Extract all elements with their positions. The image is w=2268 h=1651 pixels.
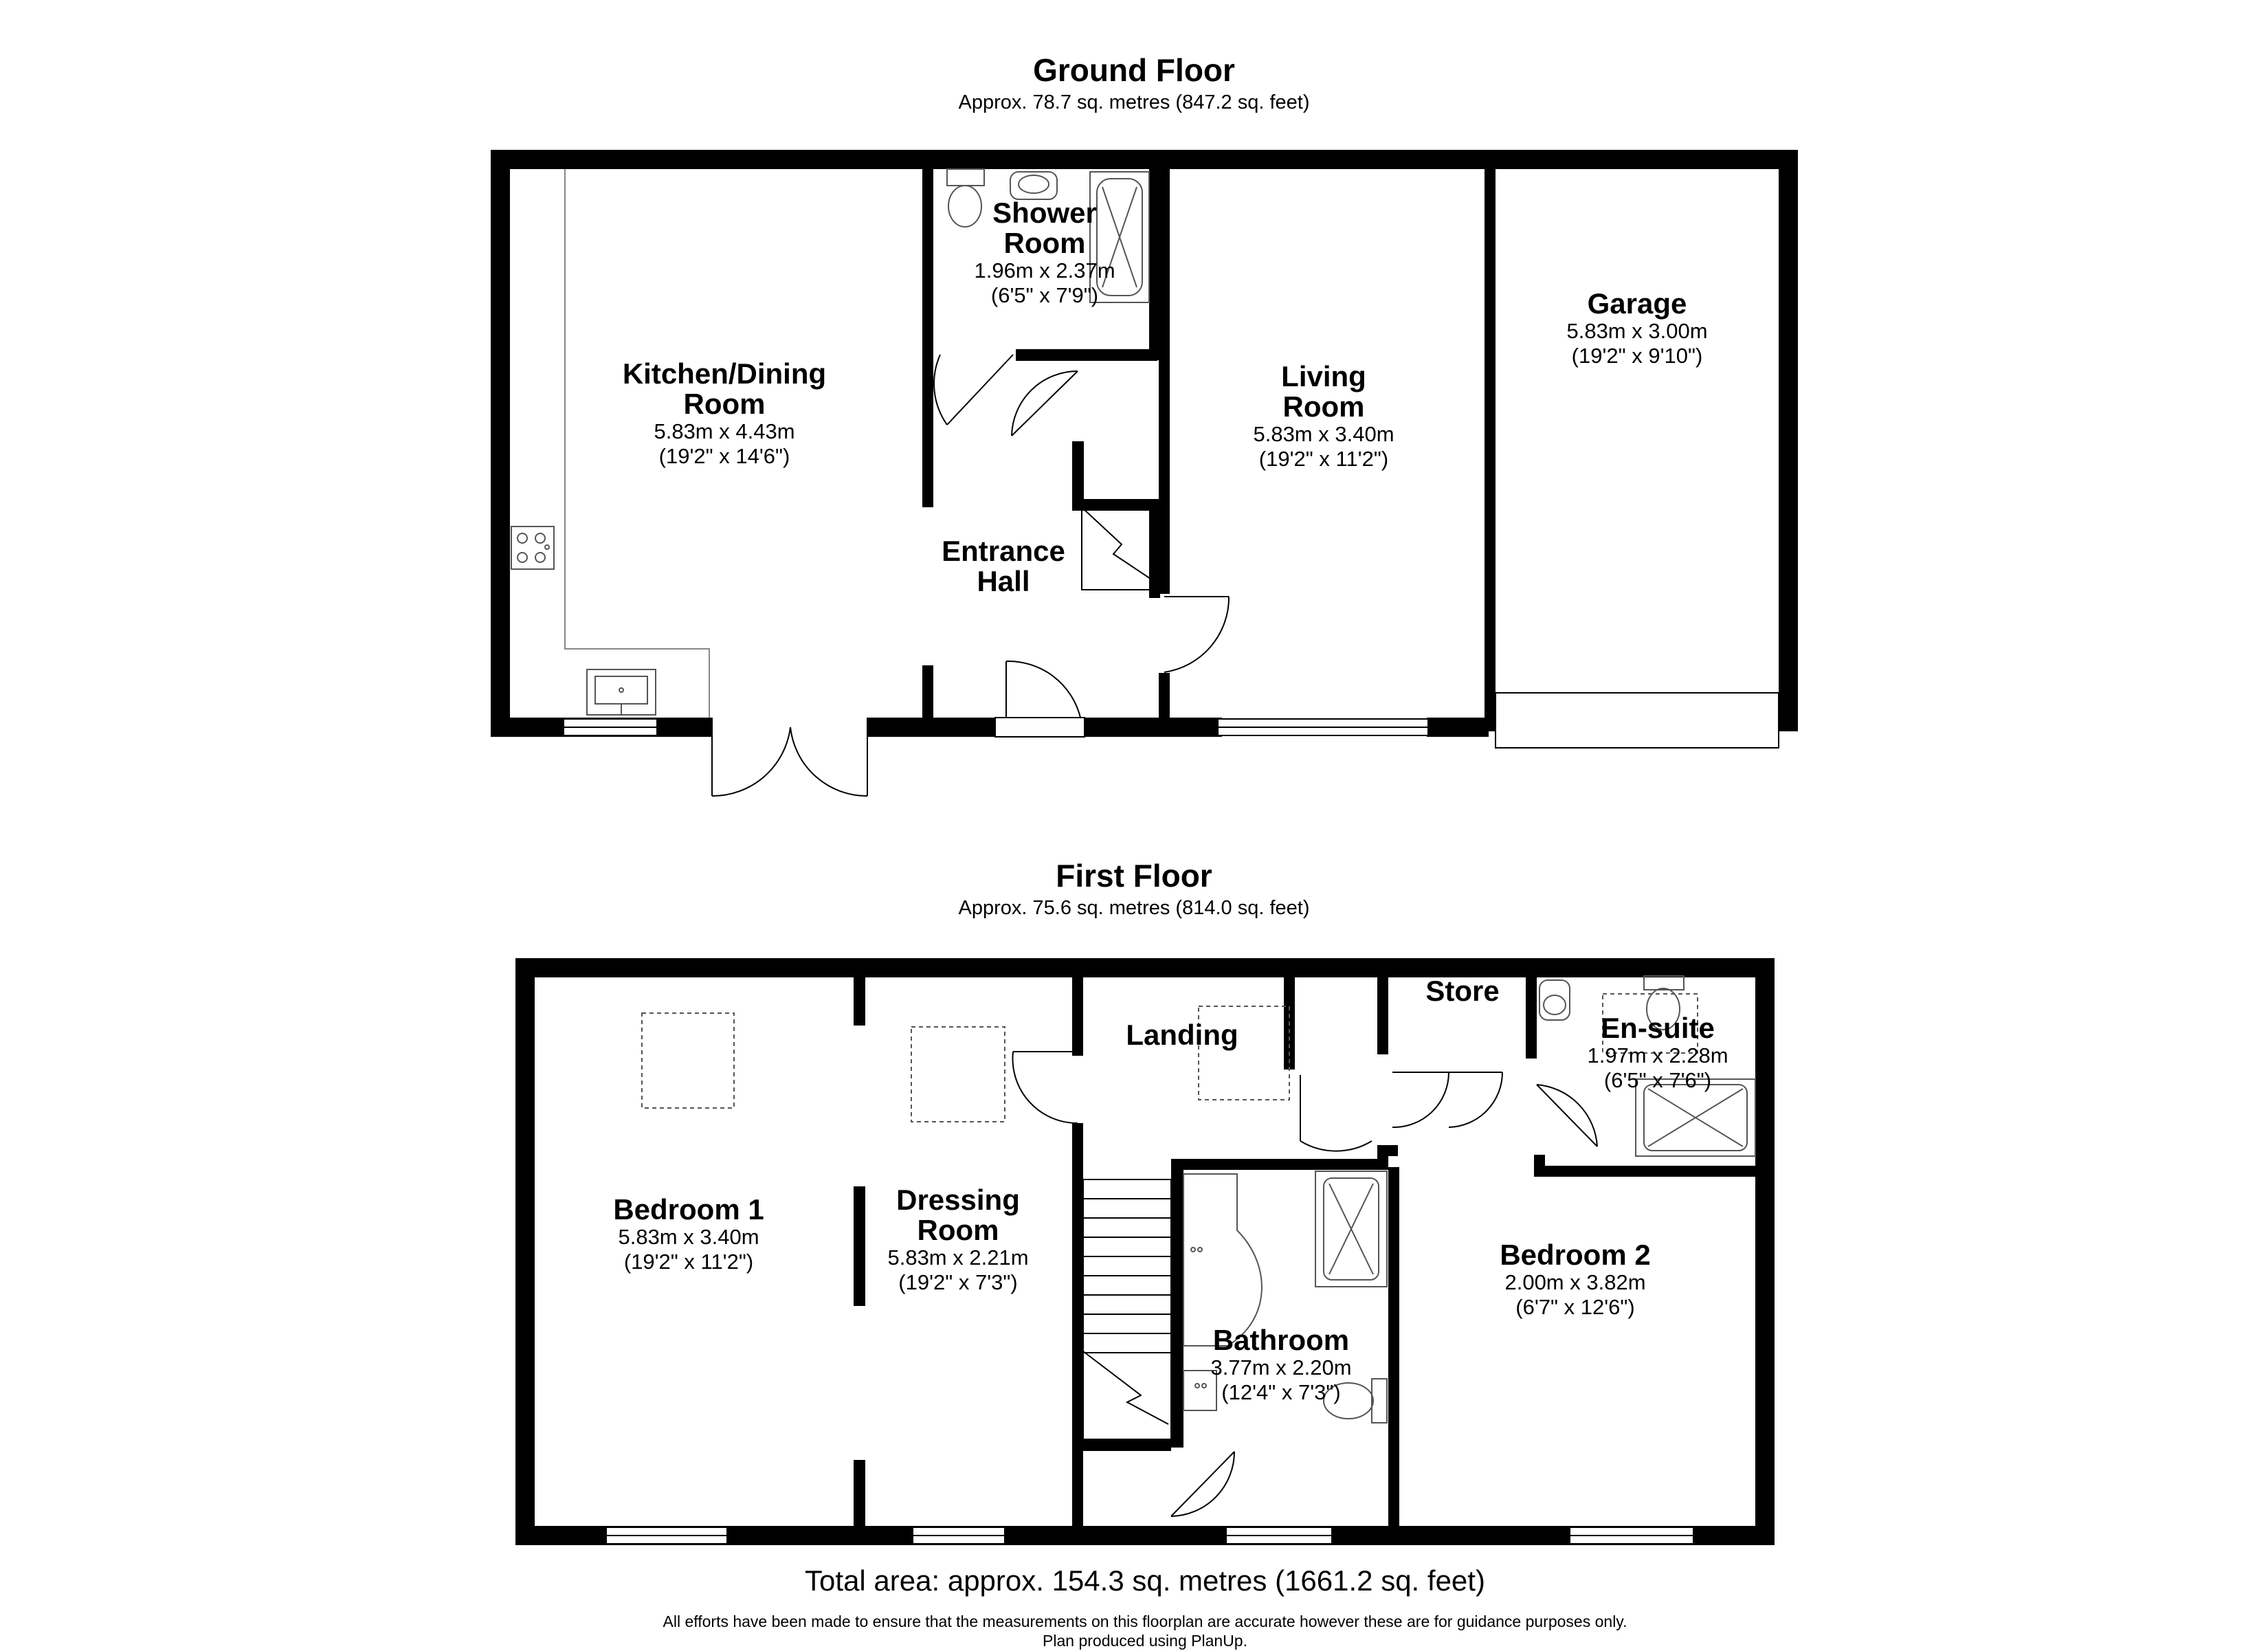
room-label-ensuite xyxy=(1587,1013,1728,1092)
room-dimension-imperial: (19'2" x 7'3") xyxy=(898,1270,1018,1294)
hob-icon xyxy=(511,527,554,569)
room-name: Entrance xyxy=(942,535,1065,567)
first-floor-stairs xyxy=(1083,1179,1171,1439)
cupboard-door xyxy=(1012,371,1078,436)
total-area: Total area: approx. 154.3 sq. metres (1661.2 sq. feet) xyxy=(805,1564,1485,1597)
garage-door xyxy=(1496,693,1779,748)
shower-room-door xyxy=(934,355,1013,425)
room-name: Kitchen/Dining xyxy=(622,357,827,390)
room-dimension-imperial: (6'5" x 7'9") xyxy=(990,282,1099,307)
room-dimension-imperial: (19'2" x 14'6") xyxy=(658,443,790,468)
front-door xyxy=(995,661,1085,737)
room-dimension-metric: 3.77m x 2.20m xyxy=(1210,1355,1352,1380)
room-name: En-suite xyxy=(1601,1012,1715,1044)
credit: Plan produced using PlanUp. xyxy=(1043,1632,1247,1650)
room-dimension-imperial: (19'2" x 11'2") xyxy=(623,1249,754,1274)
room-label-landing xyxy=(1126,1020,1238,1050)
room-name: Room xyxy=(917,1214,999,1247)
room-name: Bedroom 2 xyxy=(1500,1239,1651,1271)
room-label-shower-room xyxy=(974,198,1115,307)
room-label-kitchen xyxy=(623,359,826,468)
first-floor-title: First Floor xyxy=(1056,858,1212,894)
room-dimension-metric: 5.83m x 2.21m xyxy=(887,1245,1029,1270)
room-label-entrance-hall xyxy=(942,536,1065,597)
room-name: Dressing xyxy=(896,1184,1020,1216)
room-dimension-metric: 1.97m x 2.28m xyxy=(1587,1043,1728,1068)
room-name: Store xyxy=(1425,975,1500,1007)
disclaimer: All efforts have been made to ensure that the measurements on this floorplan are accurate however these are for guidance purposes only. xyxy=(663,1613,1627,1630)
room-name: Hall xyxy=(977,565,1030,598)
ground-floor-stairs xyxy=(1082,506,1159,590)
room-dimension-metric: 5.83m x 3.40m xyxy=(618,1225,759,1250)
living-room-door xyxy=(1164,597,1229,672)
room-dimension-metric: 1.96m x 2.37m xyxy=(974,258,1115,283)
room-label-living-room xyxy=(1253,362,1394,471)
room-dimension-imperial: (19'2" x 9'10") xyxy=(1571,343,1703,368)
room-dimension-metric: 5.83m x 4.43m xyxy=(654,419,795,444)
room-name: Living xyxy=(1281,360,1366,392)
room-dimension-imperial: (6'5" x 7'6") xyxy=(1603,1067,1712,1092)
room-name: Garage xyxy=(1587,287,1687,320)
french-doors xyxy=(712,718,867,796)
kitchen-sink-icon xyxy=(587,669,656,715)
room-label-store xyxy=(1425,976,1499,1006)
room-dimension-metric: 5.83m x 3.40m xyxy=(1253,422,1394,447)
room-dimension-imperial: (12'4" x 7'3") xyxy=(1221,1379,1341,1404)
room-label-garage xyxy=(1566,289,1707,368)
room-name: Bathroom xyxy=(1212,1324,1350,1356)
room-name: Shower xyxy=(992,197,1097,229)
room-label-bathroom xyxy=(1210,1325,1351,1404)
room-dimension-metric: 5.83m x 3.00m xyxy=(1566,319,1708,344)
first-floor-area: Approx. 75.6 sq. metres (814.0 sq. feet) xyxy=(958,897,1310,919)
room-name: Landing xyxy=(1126,1019,1238,1051)
room-dimension-imperial: (6'7" x 12'6") xyxy=(1515,1294,1635,1319)
garage-wall xyxy=(1485,159,1496,731)
room-name: Room xyxy=(1003,227,1086,260)
ground-floor-plan xyxy=(491,150,1798,796)
room-dimension-metric: 2.00m x 3.82m xyxy=(1504,1270,1646,1295)
room-name: Bedroom 1 xyxy=(613,1193,764,1226)
room-label-dressing-room xyxy=(887,1185,1028,1294)
ground-floor-title: Ground Floor xyxy=(1033,52,1235,88)
room-dimension-imperial: (19'2" x 11'2") xyxy=(1258,446,1389,471)
room-name: Room xyxy=(1282,390,1365,423)
room-name: Room xyxy=(683,388,766,421)
room-label-bedroom-1 xyxy=(613,1195,764,1274)
ground-floor-area: Approx. 78.7 sq. metres (847.2 sq. feet) xyxy=(958,91,1310,113)
room-label-bedroom-2 xyxy=(1500,1240,1650,1319)
